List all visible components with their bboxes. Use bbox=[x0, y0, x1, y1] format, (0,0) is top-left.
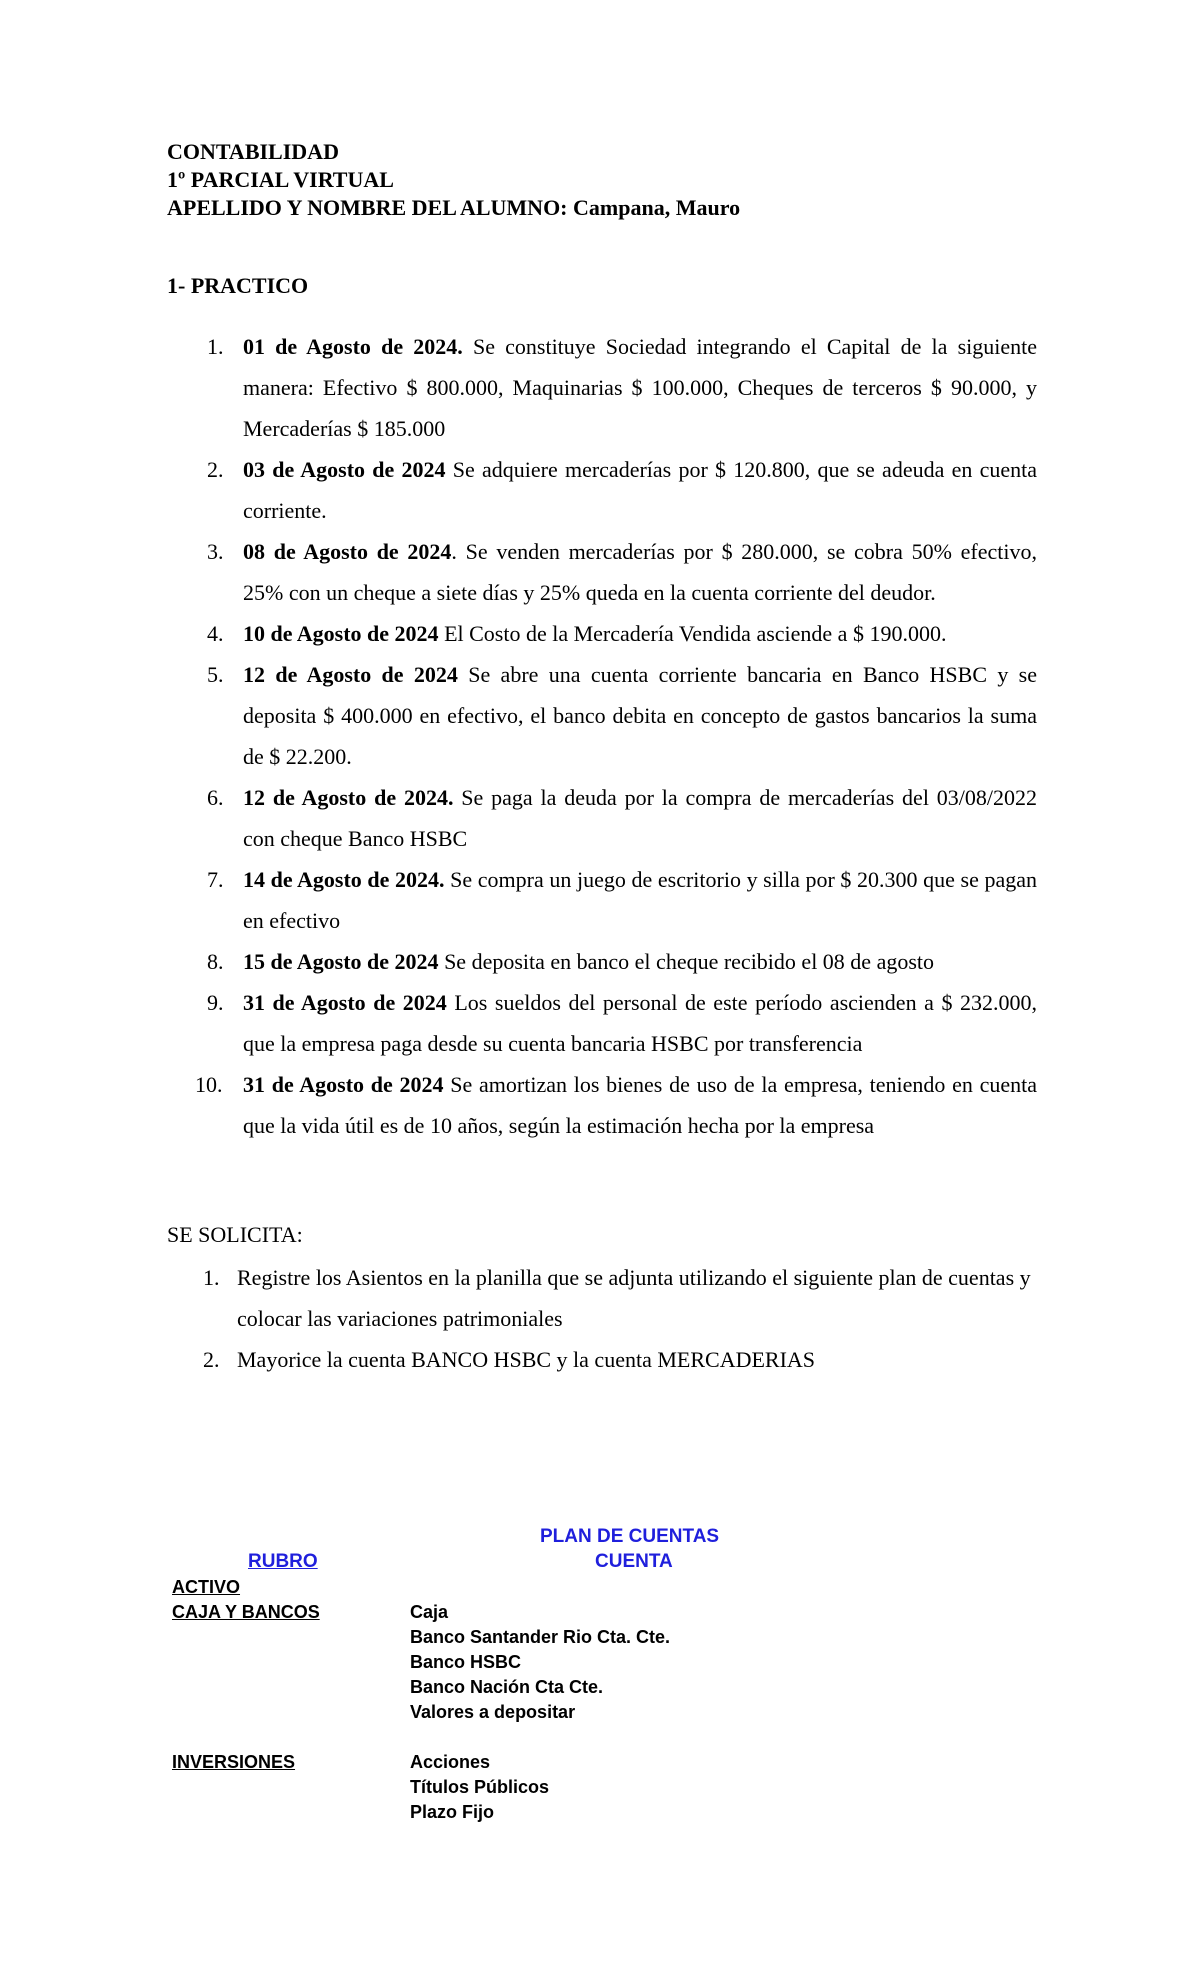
list-item bbox=[167, 654, 1037, 777]
list-item bbox=[167, 531, 1037, 613]
item-date: 12 de Agosto de 2024 bbox=[243, 662, 458, 687]
item-text: . Se venden mercaderías por $ 280.000, se cobra 50% efectivo, 25% con un cheque a siete días y 25% queda en la cuenta corriente del deudor. bbox=[243, 539, 1037, 605]
list-item bbox=[167, 941, 1037, 982]
item-date: 03 de Agosto de 2024 bbox=[243, 457, 446, 482]
item-date: 08 de Agosto de 2024 bbox=[243, 539, 452, 564]
item-date: 01 de Agosto de 2024. bbox=[243, 334, 463, 359]
practico-list bbox=[167, 326, 1037, 1146]
item-number: 7. bbox=[207, 867, 224, 892]
list-item bbox=[167, 982, 1037, 1064]
list-item bbox=[167, 1064, 1037, 1146]
item-text: Se constituye Sociedad integrando el Capital de la siguiente manera: Efectivo $ 800.000, Maquinarias $ 100.000, Cheques de terceros $ 90.000, y Mercaderías $ 185.000 bbox=[243, 334, 1038, 441]
item-number: 2. bbox=[203, 1347, 220, 1372]
rubro-inversiones: INVERSIONES bbox=[172, 1752, 296, 1772]
item-number: 9. bbox=[207, 990, 224, 1015]
item-number: 5. bbox=[207, 662, 224, 687]
item-text: Los sueldos del personal de este período ascienden a $ 232.000, que la empresa paga desde su cuenta bancaria HSBC por transferencia bbox=[243, 990, 1038, 1056]
item-date: 31 de Agosto de 2024 bbox=[243, 1072, 444, 1097]
cuenta-item: Títulos Públicos bbox=[410, 1777, 550, 1797]
solicita-list bbox=[167, 1257, 1037, 1380]
item-date: 10 de Agosto de 2024 bbox=[243, 621, 439, 646]
cuenta-item: Banco Nación Cta Cte. bbox=[410, 1677, 604, 1697]
item-date: 14 de Agosto de 2024. bbox=[243, 867, 445, 892]
item-text: Se paga la deuda por la compra de mercaderías del 03/08/2022 con cheque Banco HSBC bbox=[243, 785, 1038, 851]
item-text: Se adquiere mercaderías por $ 120.800, que se adeuda en cuenta corriente. bbox=[243, 457, 1037, 523]
item-text: Se amortizan los bienes de uso de la empresa, teniendo en cuenta que la vida útil es de 10 años, según la estimación hecha por la empresa bbox=[243, 1072, 1037, 1138]
item-number: 8. bbox=[207, 949, 224, 974]
cuenta-item: Banco Santander Rio Cta. Cte. bbox=[410, 1627, 671, 1647]
cuenta-item: Plazo Fijo bbox=[410, 1802, 495, 1822]
item-text: Mayorice la cuenta BANCO HSBC y la cuenta MERCADERIAS bbox=[237, 1347, 816, 1372]
cuenta-item: Acciones bbox=[410, 1752, 491, 1772]
rubro-activo: ACTIVO bbox=[172, 1577, 241, 1597]
cuenta-header: CUENTA bbox=[595, 1551, 673, 1572]
item-text: Se deposita en banco el cheque recibido el 08 de agosto bbox=[438, 949, 935, 974]
item-text: El Costo de la Mercadería Vendida asciende a $ 190.000. bbox=[438, 621, 947, 646]
list-item bbox=[167, 859, 1037, 941]
item-number: 6. bbox=[207, 785, 224, 810]
list-item bbox=[167, 326, 1037, 449]
item-text: Se compra un juego de escritorio y silla por $ 20.300 que se pagan en efectivo bbox=[243, 867, 1037, 933]
item-number: 3. bbox=[207, 539, 224, 564]
subject-title: CONTABILIDAD bbox=[167, 139, 339, 164]
list-item bbox=[167, 613, 1037, 654]
student-name-line: APELLIDO Y NOMBRE DEL ALUMNO: Campana, Mauro bbox=[167, 195, 741, 220]
exam-title: 1º PARCIAL VIRTUAL bbox=[167, 167, 394, 192]
item-number: 1. bbox=[207, 334, 224, 359]
practico-title: 1- PRACTICO bbox=[167, 273, 309, 298]
list-item bbox=[167, 777, 1037, 859]
cuenta-item: Caja bbox=[410, 1602, 449, 1622]
document-header bbox=[167, 138, 740, 222]
item-number: 10. bbox=[195, 1072, 223, 1097]
item-number: 4. bbox=[207, 621, 224, 646]
item-date: 31 de Agosto de 2024 bbox=[243, 990, 447, 1015]
list-item bbox=[167, 1257, 1037, 1339]
item-number: 1. bbox=[203, 1265, 220, 1290]
cuenta-item: Valores a depositar bbox=[410, 1702, 576, 1722]
rubro-header: RUBRO bbox=[248, 1551, 318, 1572]
list-item bbox=[167, 449, 1037, 531]
item-number: 2. bbox=[207, 457, 224, 482]
solicita-title: SE SOLICITA: bbox=[167, 1222, 303, 1247]
item-date: 15 de Agosto de 2024 bbox=[243, 949, 439, 974]
rubro-caja-bancos: CAJA Y BANCOS bbox=[172, 1602, 320, 1622]
item-text: Se abre una cuenta corriente bancaria en Banco HSBC y se deposita $ 400.000 en efectivo, el banco debita en concepto de gastos bancarios la suma de $ 22.200. bbox=[243, 662, 1037, 769]
item-text: Registre los Asientos en la planilla que se adjunta utilizando el siguiente plan de cuentas y colocar las variaciones patrimoniales bbox=[237, 1265, 1031, 1331]
cuenta-item: Banco HSBC bbox=[410, 1652, 522, 1672]
list-item bbox=[167, 1339, 1037, 1380]
item-date: 12 de Agosto de 2024. bbox=[243, 785, 454, 810]
plan-title: PLAN DE CUENTAS bbox=[540, 1526, 720, 1547]
